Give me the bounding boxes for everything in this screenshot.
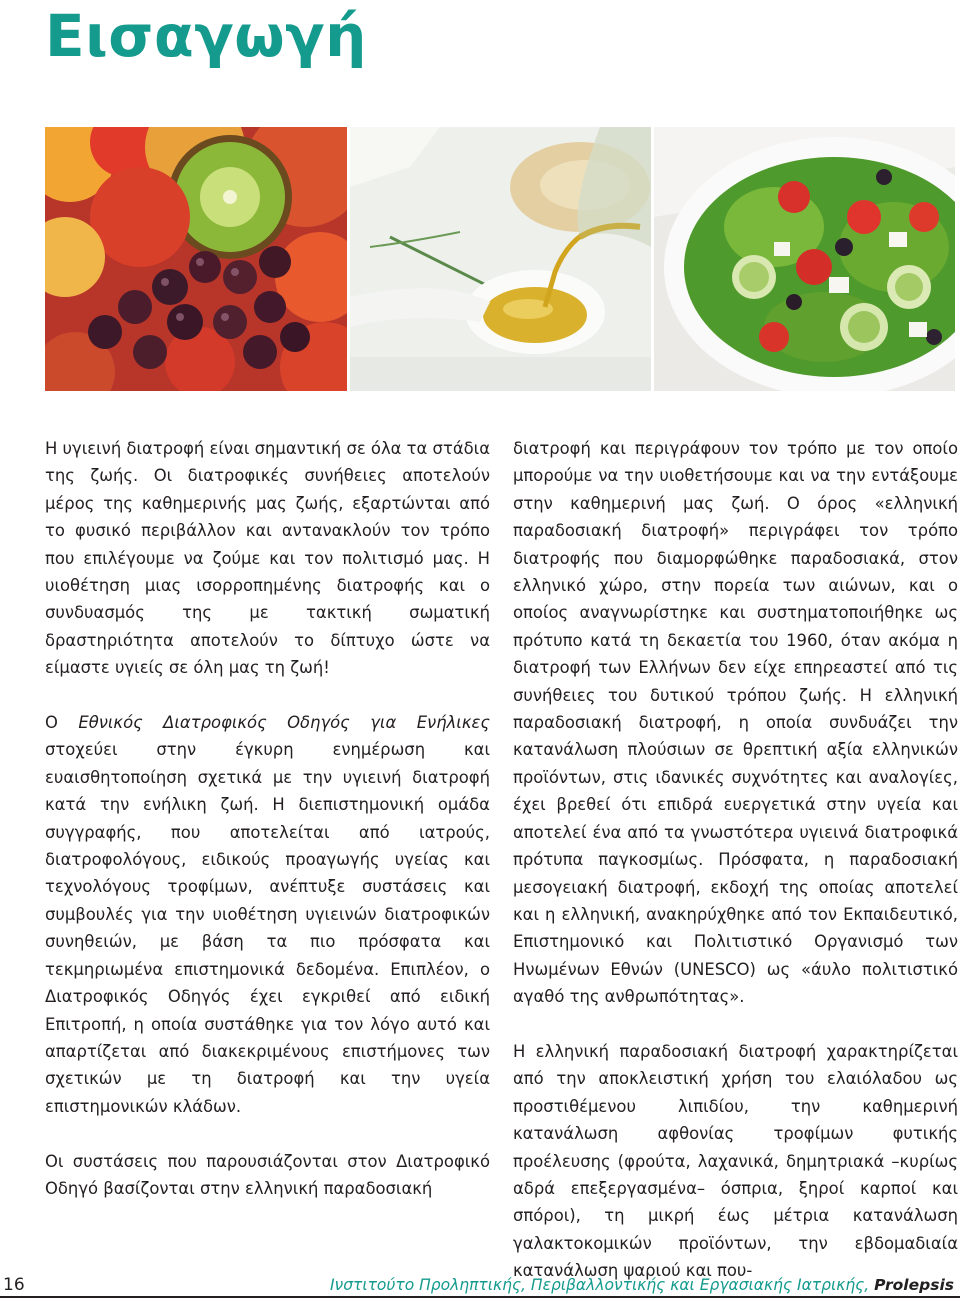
text-column-right <box>513 435 958 1285</box>
text-column-left <box>45 435 490 1202</box>
salad-photo <box>654 127 955 391</box>
paragraph-recommendations: Οι συστάσεις που παρουσιάζονται στον Διατροφικό Οδηγό βασίζονται στην ελληνική παραδοσιακή <box>45 1151 490 1198</box>
olive-oil-photo <box>350 127 651 391</box>
paragraph-recommendations-continued: διατροφή και περιγράφουν τον τρόπο με τον οποίο μπορούμε να την υιοθετήσουμε και να την εντάξουμε στην καθημερινή μας ζωή. Ο όρος «ελληνική παραδοσιακή διατροφή» περιγράφει τον τρόπο διατροφής που διαμορφώθηκε παραδοσιακά, στον ελληνικό χώρο, στην πορεία των αιώνων, και ο οποίος αναγνωρίστηκε και συστηματοποιήθηκε ως πρότυπο κατά τη δεκαετία του 1960, όταν ακόμα η διατροφή των Ελλήνων δεν είχε επηρεαστεί από τις συνήθειες του δυτικού τρόπου ζωής. Η ελληνική παραδοσιακή διατροφή, η οποία συνδυάζει την κατανάλωση πλούσιων σε θρεπτική αξία ελληνικών προϊόντων, στις ιδανικές συχνότητες και αναλογίες, έχει βρεθεί ότι επιδρά ευεργετικά στην υγεία και αποτελεί ένα από τα γνωστότερα υγιεινά διατροφικά πρότυπα παγκοσμίως. Πρόσφατα, η παραδοσιακή μεσογειακή διατροφή, εκδοχή της οποίας αποτελεί και η ελληνική, ανακηρύχθηκε από τον Εκπαιδευτικό, Επιστημονικό και Πολιτιστικό Οργανισμό των Ηνωμένων Εθνών (UNESCO) ως «άυλο πολιτιστικό αγαθό της ανθρωπότητας». <box>513 439 958 1007</box>
footer-brand: Prolepsis <box>874 1276 954 1294</box>
page-number: 16 <box>3 1275 25 1295</box>
footer-institute: Ινστιτούτο Προληπτικής, Περιβαλλοντικής και Εργασιακής Ιατρικής, Prolepsis <box>329 1276 954 1294</box>
page-title: Εισαγωγή <box>45 2 367 70</box>
footer-divider <box>0 1296 960 1298</box>
paragraph-traditional-diet: Η ελληνική παραδοσιακή διατροφή χαρακτηρίζεται από την αποκλειστική χρήση του ελαιόλαδου ως προστιθέμενου λιπιδίου, την καθημερινή κατανάλωση αφθονίας τροφίμων φυτικής προέλευσης (φρούτα, λαχανικά, δημητριακά –κυρίως αδρά επεξεργασμένα– όσπρια, ξηροί καρποί και σπόροι), τη μικρή έως μέτρια κατανάλωση γαλακτοκομικών προϊόντων, την εβδομαδιαία κατανάλωση ψαριού και που- <box>513 1041 958 1281</box>
paragraph-intro: Η υγιεινή διατροφή είναι σημαντική σε όλα τα στάδια της ζωής. Οι διατροφικές συνήθειες αποτελούν μέρος της καθημερινής μας ζωής, εξαρτώνται από το φυσικό περιβάλλον και αντανακλούν τον τρόπο που επιλέγουμε να ζούμε και τον πολιτισμό μας. Η υιοθέτηση μιας ισορροπημένης διατροφής και ο συνδυασμός της με τακτική σωματική δραστηριότητα αποτελούν το δίπτυχο ώστε να είμαστε υγιείς σε όλη μας τη ζωή! <box>45 439 490 678</box>
paragraph-guide: Ο Εθνικός Διατροφικός Οδηγός για Ενήλικες στοχεύει στην έγκυρη ενημέρωση και ευαισθητοποίηση σχετικά με την υγιεινή διατροφή κατά την ενήλικη ζωή. Η διεπιστημονική ομάδα συγγραφής, που αποτελείται από ιατρούς, διατροφολόγους, ειδικούς προαγωγής υγείας και τεχνολόγους τροφίμων, ανέπτυξε συστάσεις και συμβουλές για την υιοθέτηση υγιεινών διατροφικών συνηθειών, με βάση τα πιο πρόσφατα και τεκμηριωμένα επιστημονικά δεδομένα. Επιπλέον, ο Διατροφικός Οδηγός έχει εγκριθεί από ειδική Επιτροπή, η οποία συστάθηκε για τον λόγο αυτό και απαρτίζεται από διακεκριμένους επιστήμονες των σχετικών με τη διατροφή και την υγεία επιστημονικών κλάδων. <box>45 713 490 1116</box>
fruits-photo <box>45 127 347 391</box>
guide-title: Εθνικός Διατροφικός Οδηγός για Ενήλικες <box>78 713 490 733</box>
